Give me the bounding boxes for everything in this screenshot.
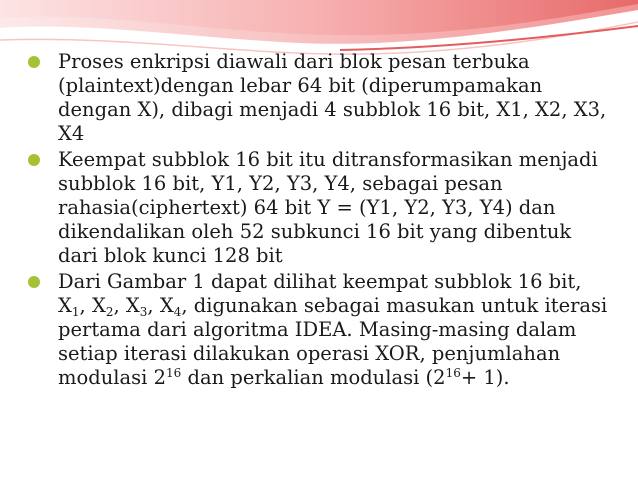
superscript: 16: [445, 366, 461, 380]
bullet-text-intro: Dari Gambar 1 dapat dilihat keempat subblok 16 bit,: [58, 270, 582, 293]
subscript: 4: [173, 305, 182, 319]
bullet-text-rest2: dan perkalian modulasi (2: [181, 366, 446, 389]
bullet-item: [12, 50, 612, 146]
separator: ,: [147, 294, 160, 317]
separator: ,: [113, 294, 126, 317]
subscript: 3: [139, 305, 148, 319]
bullet-item: [12, 270, 612, 390]
bullet-text-rest: , digunakan sebagai masukan untuk iterasi pertama dari algoritma IDEA. Masing-masing dalam setiap iterasi dilakukan operasi XOR, penjumlahan modulasi 2: [58, 294, 608, 389]
subscript: 1: [71, 305, 80, 319]
bullet-dot-icon: [28, 56, 40, 68]
bullet-text: Proses enkripsi diawali dari blok pesan terbuka (plaintext)dengan lebar 64 bit (diperumpamakan dengan X), dibagi menjadi 4 subblok 16 bit, X1, X2, X3, X4: [58, 50, 607, 145]
variable: X: [159, 294, 174, 317]
variable: X: [58, 294, 72, 317]
variable: X: [91, 294, 106, 317]
separator: ,: [79, 294, 92, 317]
superscript: 16: [165, 366, 182, 380]
bullet-dot-icon: [28, 276, 40, 288]
slide-content: [12, 50, 612, 392]
bullet-text-end: + 1).: [460, 366, 510, 389]
bullet-dot-icon: [28, 154, 40, 166]
variable: X: [125, 294, 140, 317]
bullet-item: [12, 148, 612, 268]
bullet-text: Keempat subblok 16 bit itu ditransformasikan menjadi subblok 16 bit, Y1, Y2, Y3, Y4, sebagai pesan rahasia(ciphertext) 64 bit Y = (Y1, Y2, Y3, Y4) dan dikendalikan oleh 52 subkunci 16 bit yang dibentuk dari blok kunci 128 bit: [58, 148, 598, 267]
subscript: 2: [105, 305, 114, 319]
